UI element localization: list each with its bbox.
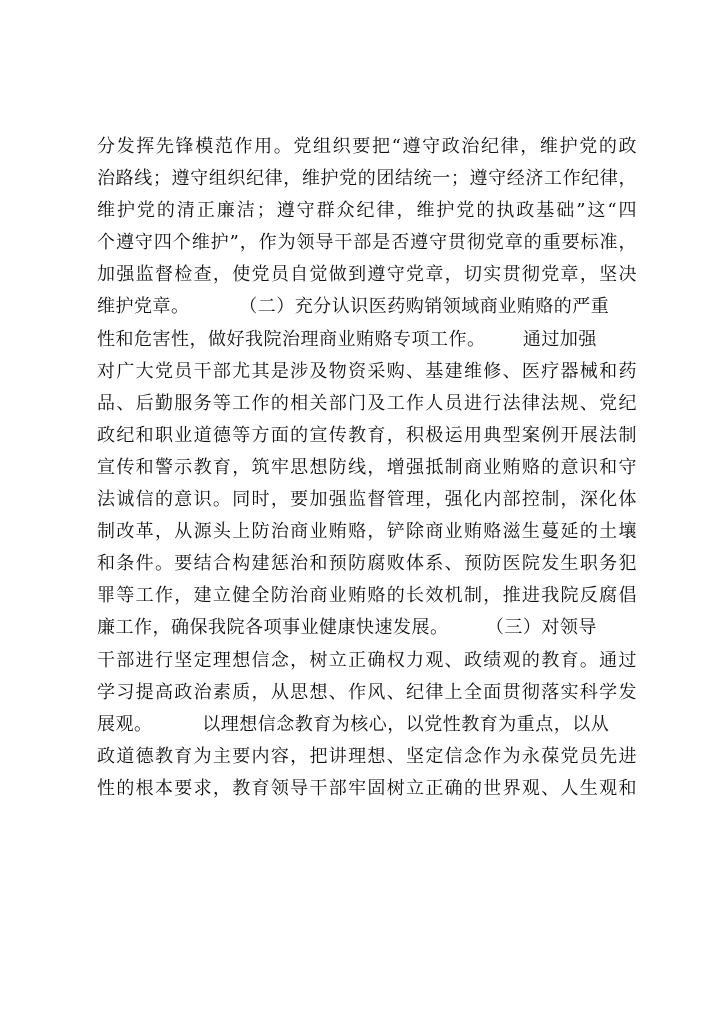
text-line: 分发挥先锋模范作用。党组织要把“遵守政治纪律，维护党的政: [97, 136, 637, 157]
text-line: 维护党的清正廉洁；遵守群众纪律，维护党的执政基础”这“四: [97, 200, 637, 222]
text-line: 展观。 以理想信念教育为核心，以党性教育为重点，以从: [97, 713, 610, 735]
text-line: 对广大党员干部尤其是涉及物资采购、基建维修、医疗器械和药: [97, 360, 637, 382]
text-line: 制改革，从源头上防治商业贿赂，铲除商业贿赂滋生蔓延的土壤: [97, 521, 637, 543]
text-line: 学习提高政治素质，从思想、作风、纪律上全面贯彻落实科学发: [97, 681, 637, 703]
text-line: 维护党章。 （二）充分认识医药购销领域商业贿赂的严重: [97, 296, 610, 318]
text-line: 和条件。要结合构建惩治和预防腐败体系、预防医院发生职务犯: [97, 553, 637, 575]
text-line: 干部进行坚定理想信念，树立正确权力观、政绩观的教育。通过: [97, 649, 637, 671]
text-line: 法诚信的意识。同时，要加强监督管理，强化内部控制，深化体: [97, 489, 637, 511]
text-line: 性的根本要求，教育领导干部牢固树立正确的世界观、人生观和: [97, 777, 637, 799]
text-line: 廉工作，确保我院各项事业健康快速发展。 （三）对领导: [97, 617, 597, 639]
text-line: 加强监督检查，使党员自觉做到遵守党章，切实贯彻党章，坚决: [97, 264, 637, 286]
text-line: 品、后勤服务等工作的相关部门及工作人员进行法律法规、党纪: [97, 392, 637, 414]
document-body: [97, 131, 637, 805]
text-line: 宣传和警示教育，筑牢思想防线，增强抵制商业贿赂的意识和守: [97, 456, 637, 478]
text-line: 性和危害性，做好我院治理商业贿赂专项工作。 通过加强: [97, 328, 597, 350]
text-line: 政纪和职业道德等方面的宣传教育，积极运用典型案例开展法制: [97, 424, 637, 446]
text-line: 罪等工作，建立健全防治商业贿赂的长效机制，推进我院反腐倡: [97, 585, 637, 607]
text-line: 政道德教育为主要内容，把讲理想、坚定信念作为永葆党员先进: [97, 745, 637, 767]
text-line: 个遵守四个维护”，作为领导干部是否遵守贯彻党章的重要标准，: [97, 232, 637, 254]
text-line: 治路线；遵守组织纪律，维护党的团结统一；遵守经济工作纪律，: [97, 168, 637, 190]
